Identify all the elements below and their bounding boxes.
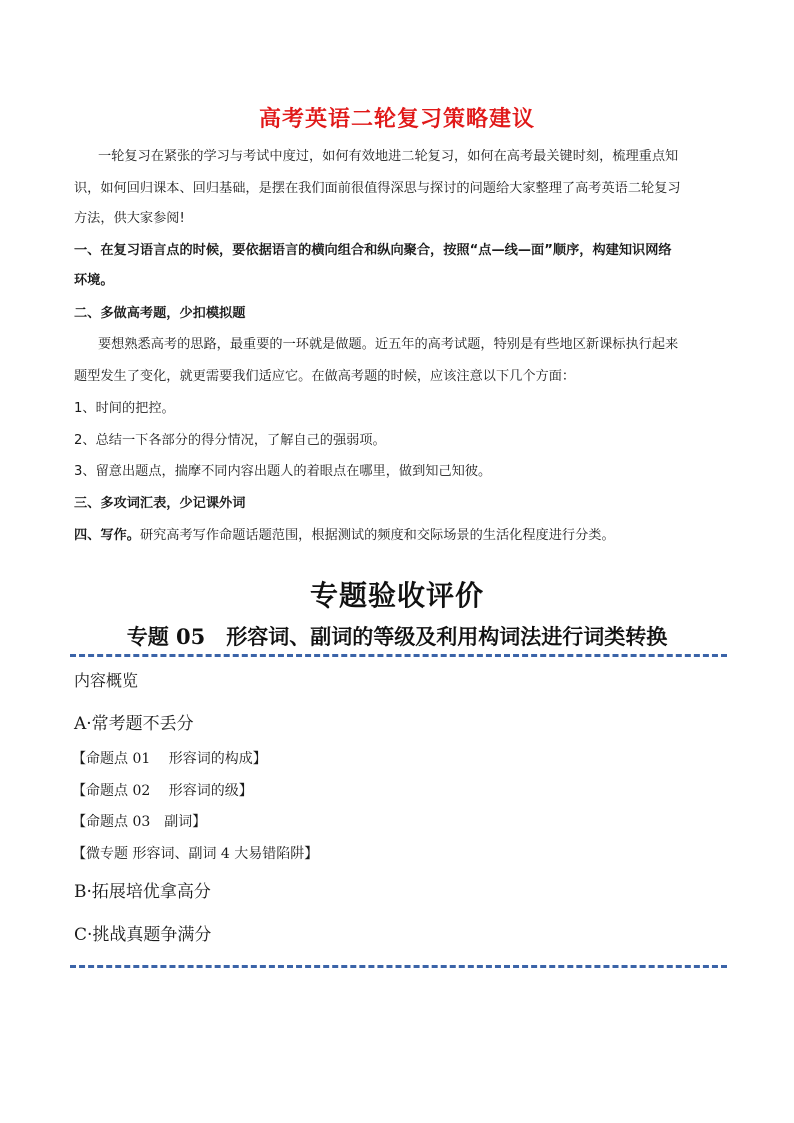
strategy-title: 高考英语二轮复习策略建议 <box>258 107 535 132</box>
section-a: A·常考题不丢分 <box>74 714 194 734</box>
subtopic-4: 【微专题 形容词、副词 4 大易错陷阱】 <box>72 846 319 862</box>
point-4-line <box>74 527 724 545</box>
intro-line-3: 方法，供大家参阅! <box>74 211 185 226</box>
point-1-line-2: 环境。 <box>74 273 114 288</box>
point-4-heading: 四、写作。 <box>74 528 140 543</box>
evaluation-title: 专题验收评价 <box>309 579 484 612</box>
point-2-heading: 二、多做高考题，少扣模拟题 <box>74 306 246 321</box>
intro-line-1: 一轮复习在紧张的学习与考试中度过，如何有效地进二轮复习，如何在高考最关键时刻，梳理重点知 <box>98 149 679 164</box>
subtopic-2: 【命题点 02 形容词的级】 <box>72 783 253 799</box>
list-item-2: 2、总结一下各部分的得分情况，了解自己的强弱项。 <box>74 433 386 448</box>
section-b: B·拓展培优拿高分 <box>74 882 211 902</box>
subtopic-1: 【命题点 01 形容词的构成】 <box>72 751 267 767</box>
topic-title: 专题 05 形容词、副词的等级及利用构词法进行词类转换 <box>126 624 668 649</box>
point-4-text: 研究高考写作命题话题范围，根据测试的频度和交际场景的生活化程度进行分类。 <box>139 528 615 543</box>
list-item-3: 3、留意出题点，揣摩不同内容出题人的着眼点在哪里，做到知己知彼。 <box>74 464 492 479</box>
dashed-divider-bottom <box>70 965 727 968</box>
point-2-line-1: 要想熟悉高考的思路，最重要的一环就是做题。近五年的高考试题，特别是有些地区新课标执行起来 <box>98 337 679 352</box>
point-1-line-1: 一、在复习语言点的时候，要依据语言的横向组合和纵向聚合，按照“点—线—面”顺序，构建知识网络 <box>74 243 672 258</box>
point-3-heading: 三、多攻词汇表，少记课外词 <box>74 496 246 511</box>
intro-line-2: 识，如何回归课本、回归基础，是摆在我们面前很值得深思与探讨的问题给大家整理了高考英语二轮复习 <box>74 181 681 196</box>
overview-label: 内容概览 <box>74 671 139 690</box>
subtopic-3: 【命题点 03 副词】 <box>72 814 207 830</box>
dashed-divider-top <box>70 654 727 657</box>
list-item-1: 1、时间的把控。 <box>74 401 175 416</box>
point-2-line-2: 题型发生了变化，就更需要我们适应它。在做高考题的时候，应该注意以下几个方面： <box>74 369 576 384</box>
section-c: C·挑战真题争满分 <box>74 925 212 945</box>
